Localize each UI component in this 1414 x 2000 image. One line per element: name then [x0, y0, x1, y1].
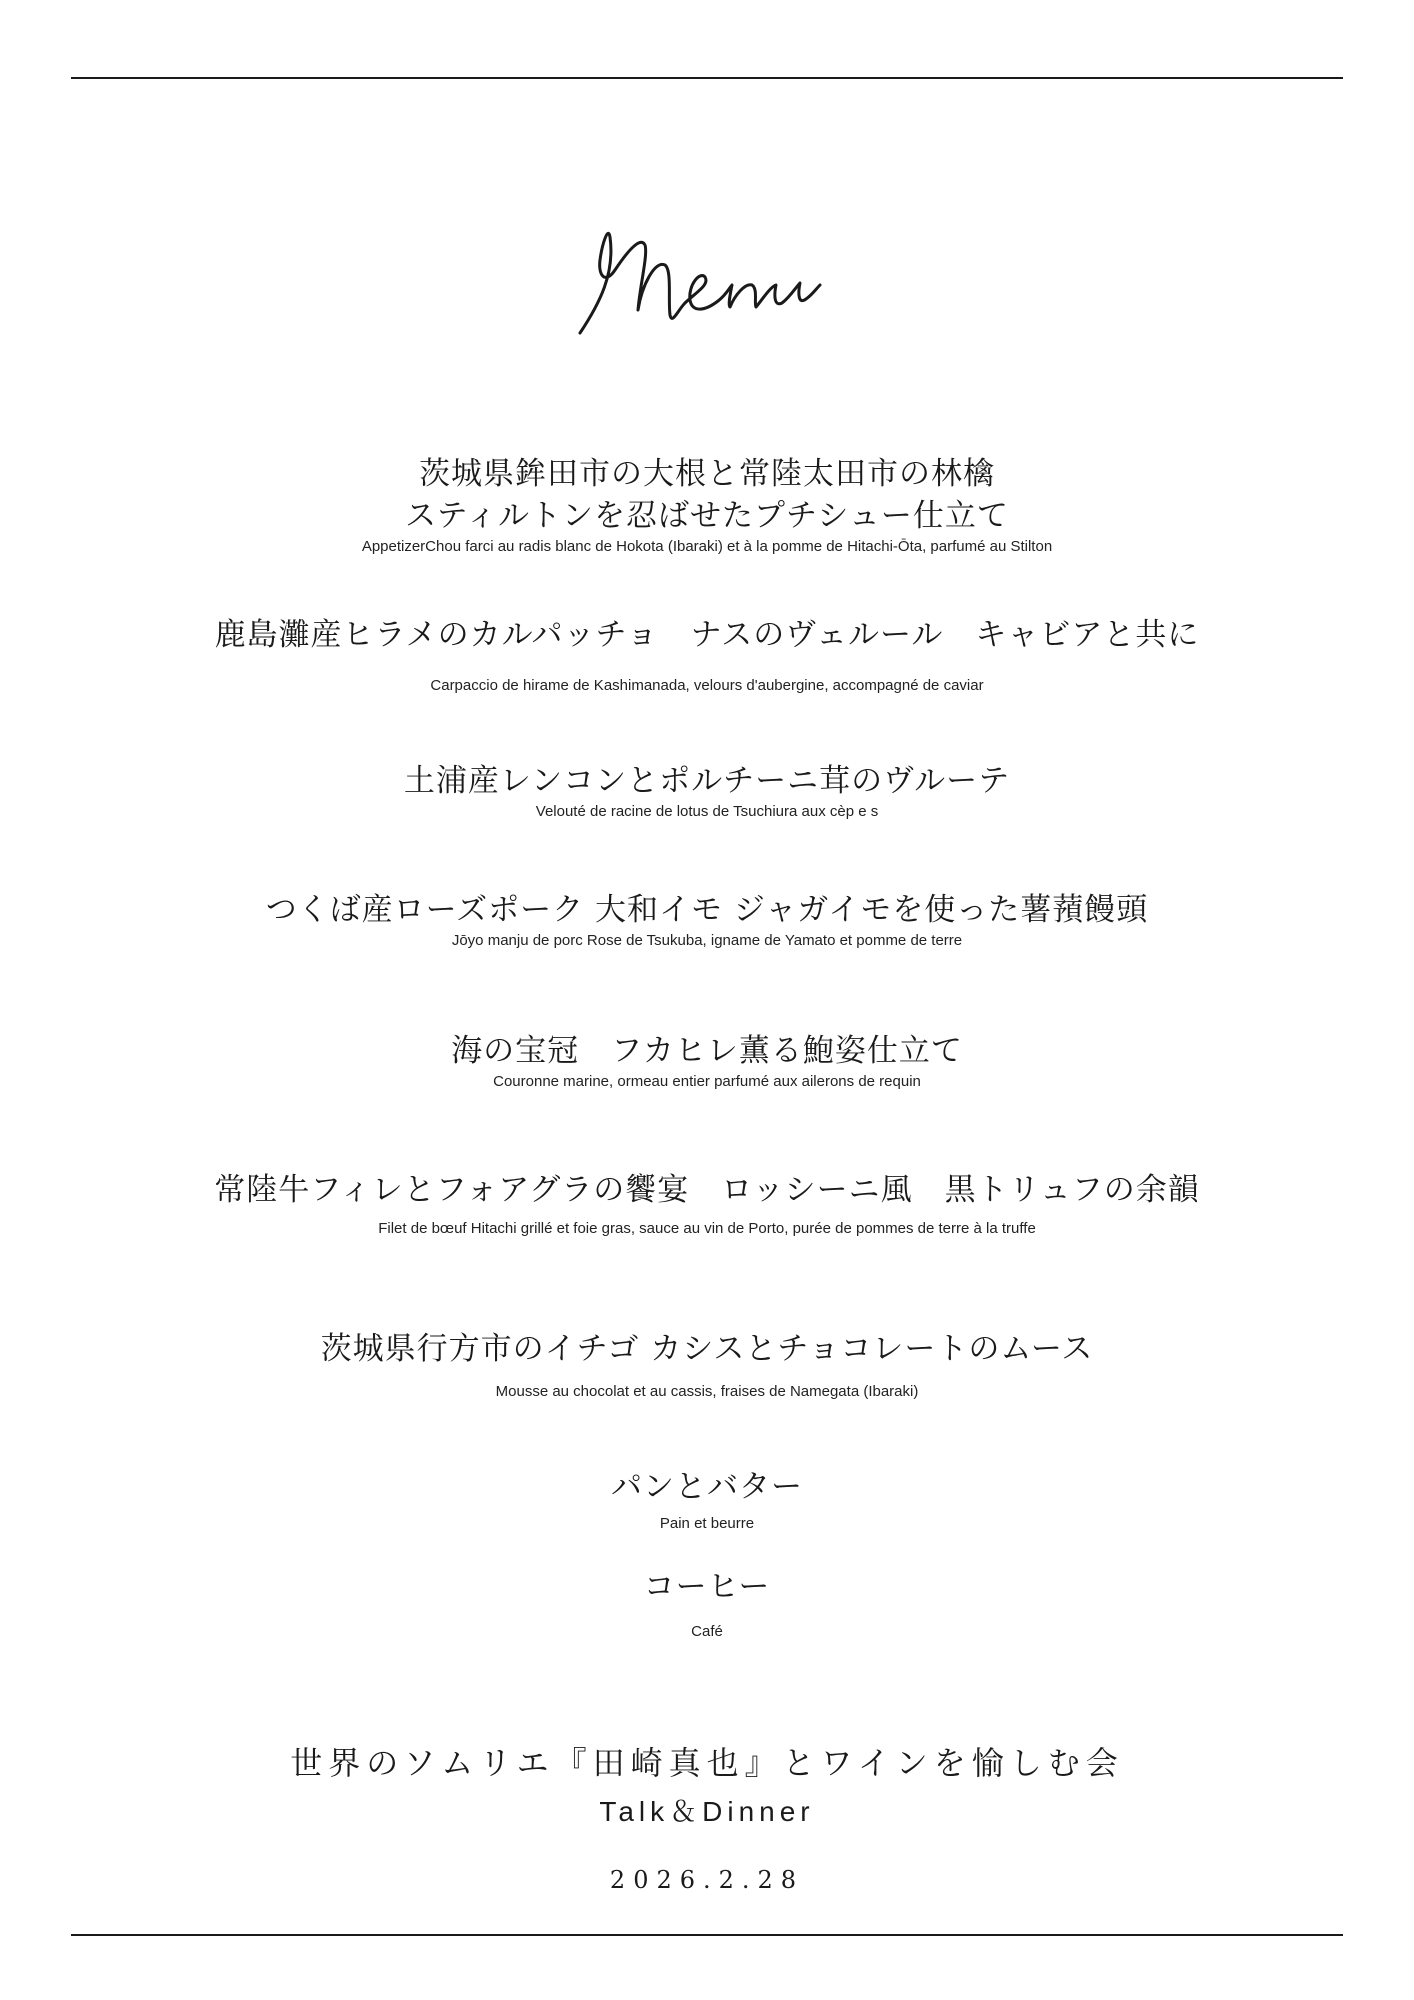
top-rule	[71, 77, 1343, 79]
course-1-fr: AppetizerChou farci au radis blanc de Hokota (Ibaraki) et à la pomme de Hitachi-Ōta, parfumé au Stilton	[361, 538, 1053, 555]
event-title: 世界のソムリエ『田崎真也』とワインを愉しむ会	[290, 1744, 1124, 1782]
course-8-ja: パンとバター	[611, 1469, 803, 1505]
course-7	[0, 1328, 1414, 1402]
course-3	[0, 760, 1414, 822]
course-1	[0, 453, 1414, 557]
course-8-fr: Pain et beurre	[659, 1515, 755, 1532]
course-9	[0, 1566, 1414, 1642]
course-8	[0, 1466, 1414, 1534]
course-2-fr: Carpaccio de hirame de Kashimanada, velours d'aubergine, accompagné de caviar	[430, 677, 984, 694]
course-4	[0, 889, 1414, 951]
course-1-ja-line-2: スティルトンを忍ばせたプチシュー仕立て	[405, 498, 1009, 534]
course-9-fr: Café	[691, 1623, 723, 1640]
course-6	[0, 1169, 1414, 1239]
course-2	[0, 614, 1414, 696]
course-9-ja: コーヒー	[643, 1569, 771, 1605]
course-3-ja: 土浦産レンコンとポルチーニ茸のヴルーテ	[403, 763, 1011, 799]
course-6-fr: Filet de bœuf Hitachi grillé et foie gras, sauce au vin de Porto, purée de pommes de terre à la truffe	[378, 1220, 1036, 1237]
course-1-ja-line-1: 茨城県鉾田市の大根と常陸太田市の林檎	[419, 456, 995, 492]
svg-text:Menu: Menu	[560, 200, 607, 219]
bottom-rule	[71, 1934, 1343, 1936]
course-6-ja: 常陸牛フィレとフォアグラの饗宴 ロッシーニ風 黒トリュフの余韻	[214, 1172, 1200, 1208]
event-subtitle: Talk＆Dinner	[599, 1796, 815, 1827]
course-5-ja: 海の宝冠 フカヒレ薫る鮑姿仕立て	[451, 1033, 963, 1069]
course-5-fr: Couronne marine, ormeau entier parfumé aux ailerons de requin	[493, 1073, 921, 1090]
course-7-fr: Mousse au chocolat et au cassis, fraises de Namegata (Ibaraki)	[495, 1383, 919, 1400]
course-4-fr: Jōyo manju de porc Rose de Tsukuba, igname de Yamato et pomme de terre	[451, 932, 963, 949]
event-date: 2026.2.28	[609, 1866, 805, 1894]
course-2-ja: 鹿島灘産ヒラメのカルパッチョ ナスのヴェルール キャビアと共に	[214, 617, 1200, 653]
menu-script-logo	[560, 200, 860, 355]
course-4-ja: つくば産ローズポーク 大和イモ ジャガイモを使った薯蕷饅頭	[265, 892, 1149, 928]
course-5	[0, 1030, 1414, 1092]
course-3-fr: Velouté de racine de lotus de Tsuchiura aux cèp e s	[535, 803, 879, 820]
course-7-ja: 茨城県行方市のイチゴ カシスとチョコレートのムース	[320, 1331, 1094, 1367]
